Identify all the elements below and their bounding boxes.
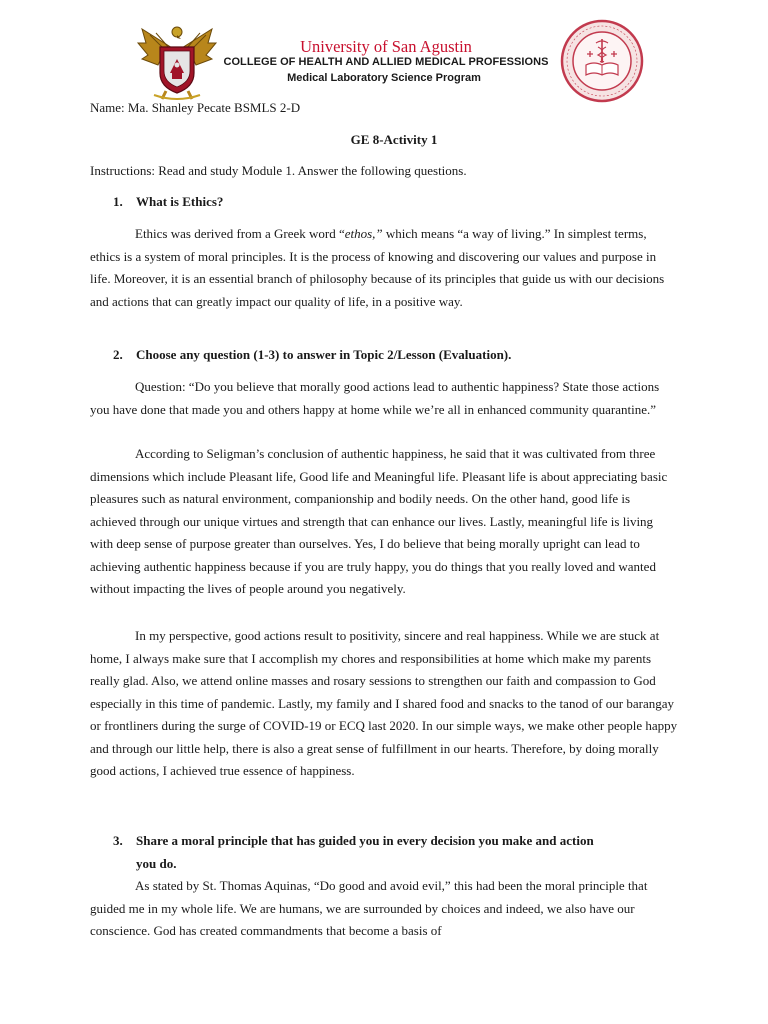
question-3-answer: As stated by St. Thomas Aquinas, “Do good and avoid evil,” this had been the moral principle that guided me in my whole life. We are humans, we are surrounded by choices and indeed, we also have our conscience. God has created commandments that become a basis of [90,878,648,938]
question-number: 3. [113,833,123,848]
question-1-heading [113,194,223,210]
question-number: 1. [113,194,123,209]
question-2-answer-paragraph-1: According to Seligman’s conclusion of authentic happiness, he said that it was cultivated from three dimensions which include Pleasant life, Good life and Meaningful life. Pleasant life is about appreciating basic pleasures such as natural environment, companionship and bodily needs. On the other hand, good life is achieved through our unique virtues and strength that can enhance our lives. Lastly, meaningful life is living with deep sense of purpose greater than ourselves. Yes, I do believe that being morally upright can lead to achieving authentic happiness because if you are truly happy, you do things that you really loved and wanted without impacting the lives of people around you negatively. [90,446,668,596]
question-2-heading [113,347,511,363]
answer-text: which means “a way of living.” In simplest terms, ethics is a system of moral principles. It is the process of knowing and discovering our values and purpose in life. Moreover, it is an essential branch of philosophy because of its principles that guide us with our decisions and actions that can greatly impact our quality of life, in a positive way. [90,226,665,309]
college-name: COLLEGE OF HEALTH AND ALLIED MEDICAL PROFESSIONS [223,56,549,68]
question-title: Share a moral principle that has guided you in every decision you make and action [136,833,594,848]
question-2-answer-paragraph-2: In my perspective, good actions result to positivity, sincere and real happiness. While we are stuck at home, I always make sure that I accomplish my chores and responsibilities at home which make my parents really glad. Also, we attend online masses and rosary sessions to strengthen our faith and compassion to God especially in this time of pandemic. Lastly, my family and I shared food and snacks to the tanod of our barangay or frontliners during the surge of COVID-19 or ECQ last 2020. In our simple ways, we make other people happy and through our little help, there is also a great sense of fulfillment in our hearts. Therefore, by doing morally good actions, I achieved true essence of happiness. [90,628,678,778]
question-number: 2. [113,347,123,362]
answer-text: Ethics was derived from a Greek word “ [135,226,345,241]
student-name-line: Name: Ma. Shanley Pecate BSMLS 2-D [90,100,301,115]
question-title: Choose any question (1-3) to answer in Topic 2/Lesson (Evaluation). [136,347,512,362]
answer-emphasis: ethos,” [344,226,383,241]
program-name: Medical Laboratory Science Program [287,72,481,84]
question-title: What is Ethics? [136,194,224,209]
instructions-text: Instructions: Read and study Module 1. Answer the following questions. [90,163,467,178]
college-seal-icon [560,19,644,103]
activity-title: GE 8-Activity 1 [350,132,438,147]
question-title-continued: you do. [136,855,177,871]
question-3-heading [113,830,673,875]
question-2-prompt: Question: “Do you believe that morally good actions lead to authentic happiness? State those actions you have done that made you and others happy at home while we’re all in enhanced community quarantine.” [90,379,660,417]
university-name: University of San Agustin [300,37,472,56]
question-1-answer [90,223,678,313]
